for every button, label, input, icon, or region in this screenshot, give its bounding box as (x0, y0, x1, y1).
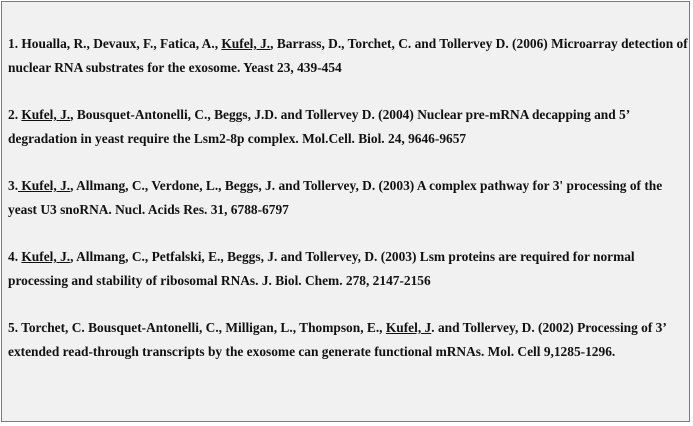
reference-item (8, 103, 690, 151)
reference-text: , Barrass, D., Torchet, C. and Tollervey D. (2006) Microarray detection of nuclear RNA substrates for the exosome. Yeast 23, 439-454 (8, 36, 688, 75)
reference-list (8, 32, 690, 387)
highlighted-author: Kufel, J (385, 320, 432, 335)
highlighted-author: Kufel, J. (21, 107, 71, 122)
reference-item (8, 174, 690, 222)
reference-text: , Allmang, C., Verdone, L., Beggs, J. and Tollervey, D. (2003) A complex pathway for 3' processing of the yeast U3 snoRNA. Nucl. Acids Res. 31, 6788-6797 (8, 178, 663, 217)
reference-item (8, 245, 690, 293)
reference-text: 5. Torchet, C. Bousquet-Antonelli, C., Milligan, L., Thompson, E., (8, 320, 386, 335)
reference-item (8, 316, 690, 364)
reference-text: , Bousquet-Antonelli, C., Beggs, J.D. and Tollervey D. (2004) Nuclear pre-mRNA decapping and 5’ degradation in yeast require the Lsm2-8p complex. Mol.Cell. Biol. 24, 9646-9657 (8, 107, 630, 146)
reference-text: 3. (8, 178, 19, 193)
reference-item (8, 32, 690, 80)
reference-text: , Allmang, C., Petfalski, E., Beggs, J. and Tollervey, D. (2003) Lsm proteins are required for normal processing and stability of ribosomal RNAs. J. Biol. Chem. 278, 2147-2156 (8, 249, 635, 288)
highlighted-author: Kufel, J. (21, 249, 71, 264)
publication-list-panel (1, 1, 690, 422)
reference-text: 1. Houalla, R., Devaux, F., Fatica, A., (8, 36, 222, 51)
reference-text: . and Tollervey, D. (2002) Processing of 3’ extended read-through transcripts by the exosome can generate functional mRNAs. Mol. Cell 9,1285-1296. (8, 320, 666, 359)
highlighted-author: Kufel, J. (18, 178, 71, 193)
reference-text: 2. (8, 107, 22, 122)
reference-text: 4. (8, 249, 22, 264)
highlighted-author: Kufel, J. (221, 36, 271, 51)
